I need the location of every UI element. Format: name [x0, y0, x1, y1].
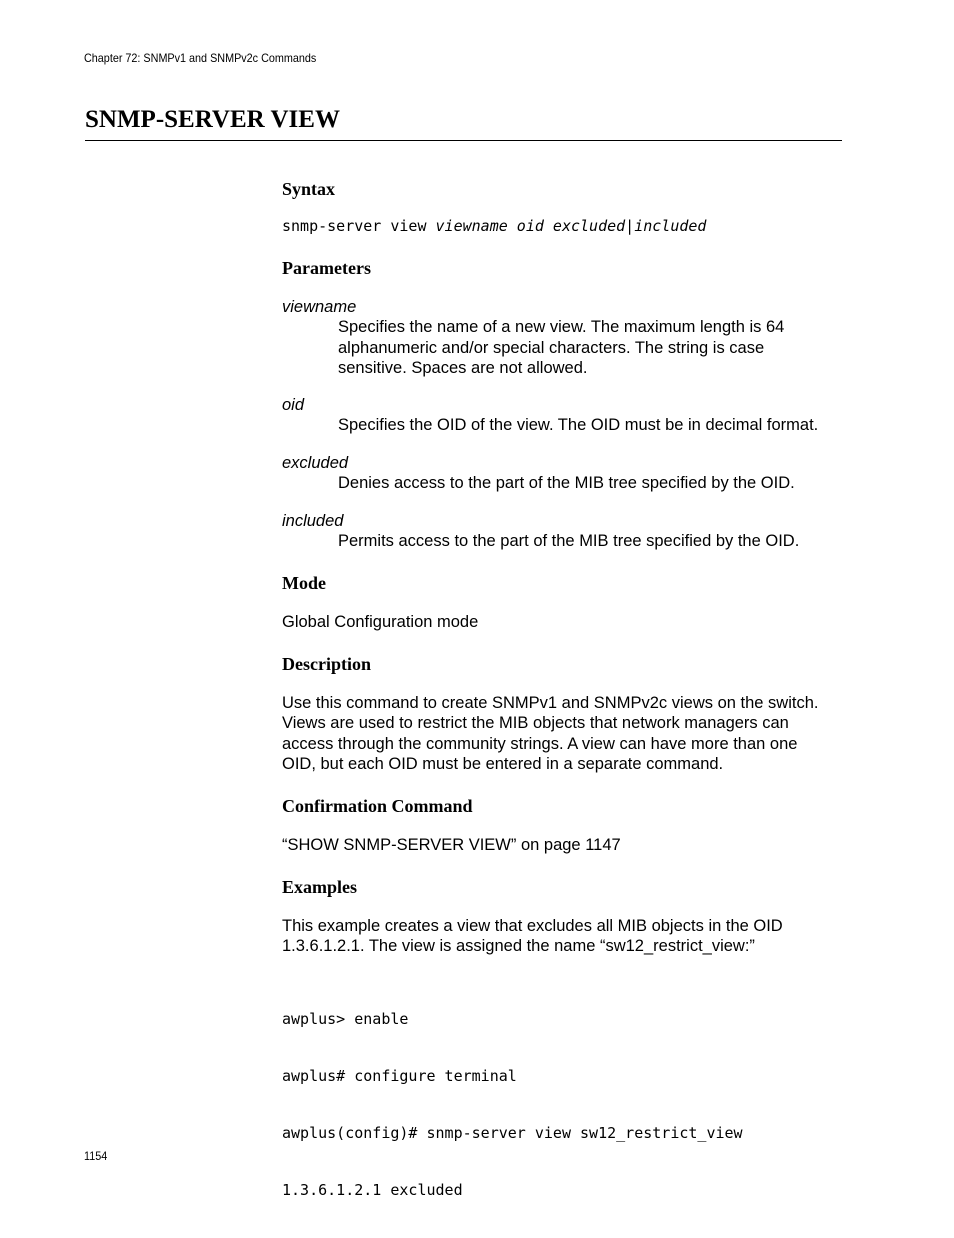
param-definition-line: Permits access to the part of the MIB tree specified by the OID.: [338, 532, 800, 550]
param-definition-included: [338, 531, 799, 552]
examples-heading: Examples: [282, 877, 358, 897]
parameters-heading: Parameters: [282, 258, 371, 278]
examples-text: [282, 916, 783, 957]
examples-line: This example creates a view that excludes all MIB objects in the OID: [282, 917, 783, 935]
param-definition-excluded: [338, 473, 795, 494]
page-number: 1154: [84, 1149, 108, 1163]
description-line: Views are used to restrict the MIB objects that network managers can: [282, 714, 789, 733]
param-term-oid: oid: [282, 396, 305, 414]
param-definition-line: Specifies the OID of the view. The OID must be in decimal format.: [338, 416, 819, 434]
param-definition-line: sensitive. Spaces are not allowed.: [338, 359, 588, 377]
param-definition-line: alphanumeric and/or special characters. The string is case: [338, 338, 765, 357]
confirmation-heading: Confirmation Command: [282, 796, 473, 816]
param-definition-line: Denies access to the part of the MIB tree specified by the OID.: [338, 474, 795, 492]
param-definition-viewname: [338, 317, 784, 379]
description-line: access through the community strings. A view can have more than one: [282, 734, 798, 753]
mode-heading: Mode: [282, 573, 326, 593]
syntax-command: snmp-server view: [282, 217, 436, 235]
running-header: Chapter 72: SNMPv1 and SNMPv2c Commands: [84, 51, 317, 65]
code-line: 1.3.6.1.2.1 excluded: [282, 1181, 463, 1199]
page-title: SNMP-SERVER VIEW: [85, 106, 340, 133]
code-line: awplus(config)# snmp-server view sw12_restrict_view: [282, 1124, 743, 1142]
syntax-line: [282, 217, 706, 236]
example-code-block: [282, 972, 743, 1238]
mode-text: Global Configuration mode: [282, 613, 479, 631]
examples-line: 1.3.6.1.2.1. The view is assigned the name “sw12_restrict_view:”: [282, 937, 755, 956]
param-definition-oid: [338, 415, 818, 436]
description-heading: Description: [282, 654, 371, 674]
code-line: awplus> enable: [282, 1010, 409, 1028]
description-text: [282, 693, 818, 774]
param-term-viewname: viewname: [282, 298, 357, 316]
param-term-included: included: [282, 512, 344, 530]
code-line: awplus# configure terminal: [282, 1067, 517, 1085]
param-term-excluded: excluded: [282, 454, 349, 472]
title-rule: [85, 140, 842, 141]
confirmation-link[interactable]: “SHOW SNMP-SERVER VIEW” on page 1147: [282, 836, 621, 854]
syntax-arguments: viewname oid excluded|included: [435, 217, 707, 235]
description-line: OID, but each OID must be entered in a separate command.: [282, 754, 724, 773]
description-line: Use this command to create SNMPv1 and SNMPv2c views on the switch.: [282, 694, 819, 712]
param-definition-line: Specifies the name of a new view. The maximum length is 64: [338, 318, 785, 336]
syntax-heading: Syntax: [282, 179, 336, 199]
